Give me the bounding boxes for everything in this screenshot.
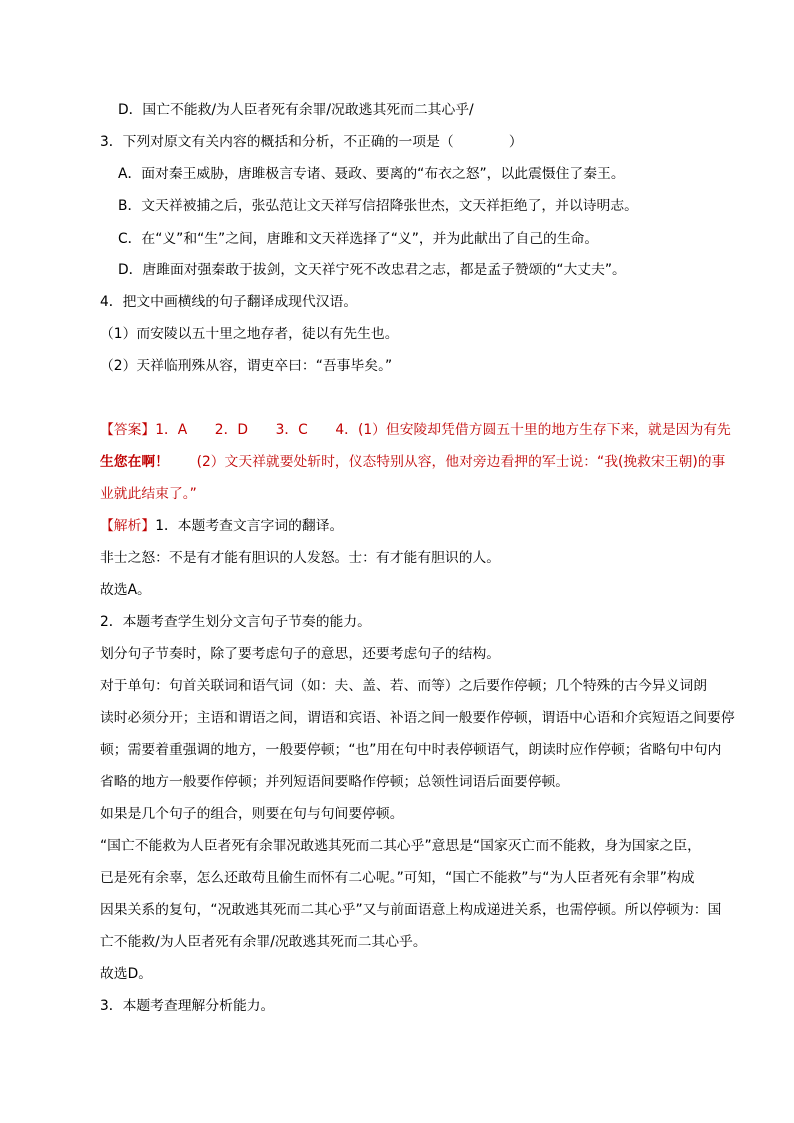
analysis-line-8: 顿；需要着重强调的地方，一般要停顿；“也”用在句中时表停顿语气，朗读时应作停顿；省略句中句内 (100, 742, 722, 758)
analysis-line-13: 因果关系的复句，“况敢逃其死而二其心乎”又与前面语意上构成递进关系，也需停顿。所以停顿为：国 (100, 902, 722, 918)
answer-line-1-text: 1．A 2．D 3．C 4．(1）但安陵却凭借方圆五十里的地方生存下来，就是因为有先 (155, 422, 731, 438)
answer-line-2b: (2）文天祥就要处斩时，仪态特别从容，他对旁边看押的军士说：“我(挽救宋王朝)的事 (168, 454, 726, 470)
analysis-line-11: “国亡不能救为人臣者死有余罪况敢逃其死而二其心乎”意思是“国家灭亡而不能救，身为国家之臣， (100, 838, 701, 854)
analysis-line-2: 非士之怒：不是有才能有胆识的人发怒。士：有才能有胆识的人。 (100, 550, 501, 566)
analysis-line-4: 2．本题考查学生划分文言句子节奏的能力。 (100, 614, 371, 630)
analysis-line-7: 读时必须分开；主语和谓语之间，谓语和宾语、补语之间一般要作停顿，谓语中心语和介宾短语之间要停 (100, 710, 735, 726)
analysis-line-15: 故选D。 (100, 966, 153, 982)
analysis-line-6: 对于单句：句首关联词和语气词（如：夫、盖、若、而等）之后要作停顿；几个特殊的古今异义词朗 (100, 678, 708, 694)
analysis-line-3: 故选A。 (100, 582, 151, 598)
answer-line-3: 业就此结束了。” (100, 486, 197, 502)
q3-stem: 3．下列对原文有关内容的概括和分析，不正确的一项是（ ） (100, 134, 523, 150)
analysis-line-16: 3．本题考查理解分析能力。 (100, 998, 275, 1014)
analysis-line-5: 划分句子节奏时，除了要考虑句子的意思，还要考虑句子的结构。 (100, 646, 501, 662)
q4-stem: 4．把文中画横线的句子翻译成现代汉语。 (100, 294, 358, 310)
q2-option-d: D．国亡不能救/为人臣者死有余罪/况敢逃其死而二其心乎/ (118, 102, 474, 118)
q3-option-a: A．面对秦王威胁，唐雎极言专诸、聂政、要离的“布衣之怒”，以此震慑住了秦王。 (118, 166, 625, 182)
q4-item-2: （2）天祥临刑殊从容，谓吏卒曰：“吾事毕矣。” (100, 358, 393, 374)
answer-tag: 【答案】 (100, 422, 156, 438)
analysis-line-14: 亡不能救/为人臣者死有余罪/况敢逃其死而二其心乎。 (100, 934, 427, 950)
analysis-line-12: 已是死有余辜，怎么还敢苟且偷生而怀有二心呢。”可知，“国亡不能救”与“为人臣者死有余罪”构成 (100, 870, 695, 886)
q3-option-d: D．唐雎面对强秦敢于拔剑，文天祥宁死不改忠君之志，都是孟子赞颂的“大丈夫”。 (118, 262, 626, 278)
analysis-line-10: 如果是几个句子的组合，则要在句与句间要停顿。 (100, 806, 404, 822)
q3-option-b: B．文天祥被捕之后，张弘范让文天祥写信招降张世杰，文天祥拒绝了，并以诗明志。 (118, 198, 638, 214)
analysis-line-1 (100, 516, 343, 536)
q4-item-1: （1）而安陵以五十里之地存者，徒以有先生也。 (100, 326, 399, 342)
answer-line-2a: 生您在啊！ (100, 454, 169, 470)
q3-option-c: C．在“义”和“生”之间，唐雎和文天祥选择了“义”，并为此献出了自己的生命。 (118, 231, 599, 247)
analysis-line-9: 省略的地方一般要作停顿；并列短语间要略作停顿；总领性词语后面要停顿。 (100, 774, 570, 790)
answer-line-2 (100, 452, 725, 472)
answer-line-1 (100, 420, 731, 440)
analysis-tag: 【解析】 (100, 518, 156, 534)
analysis-line-1-text: 1．本题考查文言字词的翻译。 (155, 518, 344, 534)
